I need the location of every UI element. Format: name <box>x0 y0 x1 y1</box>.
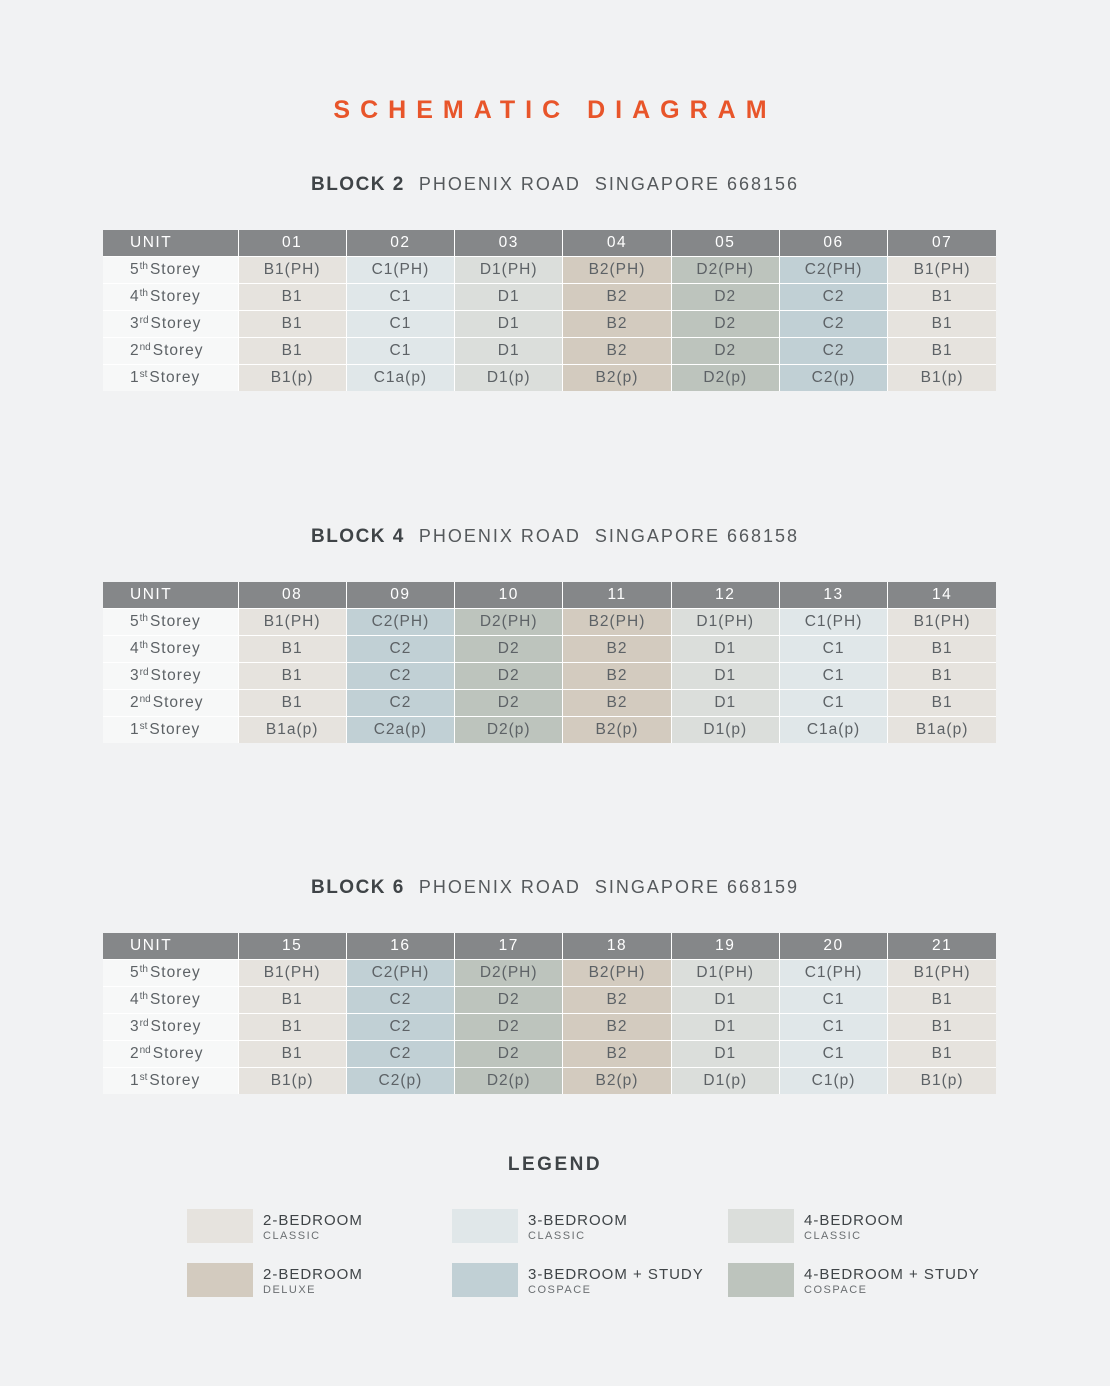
unit-number: 20 <box>779 933 887 960</box>
unit-type-cell: B2 <box>563 1014 671 1041</box>
unit-type-cell: C2 <box>346 663 454 690</box>
unit-header: UNIT <box>103 933 238 960</box>
table-row <box>103 987 996 1014</box>
unit-number: 16 <box>346 933 454 960</box>
storey-number: 5 <box>130 261 140 278</box>
storey-word: Storey <box>152 694 204 711</box>
unit-number: 12 <box>671 582 779 609</box>
unit-number: 10 <box>455 582 563 609</box>
storey-ordinal: th <box>139 640 148 651</box>
table-header-row <box>103 230 996 257</box>
unit-type-cell: B2(p) <box>563 365 671 392</box>
unit-type-cell: C2 <box>346 690 454 717</box>
unit-type-cell: B1(p) <box>888 365 996 392</box>
legend-sublabel: COSPACE <box>804 1284 868 1296</box>
unit-number: 06 <box>779 230 887 257</box>
block-name: BLOCK 2 <box>310 174 405 195</box>
unit-type-cell: C1 <box>779 1041 887 1068</box>
unit-type-cell: B1a(p) <box>888 717 996 744</box>
block-name: BLOCK 6 <box>310 877 405 898</box>
storey-number: 4 <box>130 288 140 305</box>
unit-type-cell: B1 <box>238 636 346 663</box>
unit-number: 01 <box>238 230 346 257</box>
storey-word: Storey <box>149 261 201 278</box>
unit-type-cell: D2(p) <box>455 1068 563 1095</box>
storey-number: 3 <box>130 667 140 684</box>
table-row <box>103 1068 996 1095</box>
unit-type-cell: B1(p) <box>238 365 346 392</box>
table-row <box>103 690 996 717</box>
unit-type-cell: B1 <box>238 311 346 338</box>
unit-type-cell: C2 <box>779 338 887 365</box>
storey-label <box>103 663 238 690</box>
storey-word: Storey <box>150 315 202 332</box>
table-row <box>103 1014 996 1041</box>
unit-type-cell: C1 <box>779 663 887 690</box>
unit-type-cell: D2 <box>455 663 563 690</box>
storey-word: Storey <box>149 369 201 386</box>
table-row <box>103 717 996 744</box>
unit-type-cell: B1 <box>238 1014 346 1041</box>
block-4-heading <box>0 526 1110 548</box>
unit-type-cell: C1(PH) <box>779 960 887 987</box>
legend-label: 2-BEDROOM <box>263 1266 363 1283</box>
table-row <box>103 257 996 284</box>
unit-type-cell: D1(PH) <box>671 609 779 636</box>
unit-number: 05 <box>671 230 779 257</box>
unit-type-cell: C1 <box>346 311 454 338</box>
unit-type-cell: B1(PH) <box>888 257 996 284</box>
storey-label <box>103 609 238 636</box>
unit-type-cell: D2(p) <box>455 717 563 744</box>
storey-label <box>103 284 238 311</box>
table-row <box>103 1041 996 1068</box>
table-header-row <box>103 933 996 960</box>
legend-swatch <box>728 1263 794 1297</box>
unit-type-cell: B1 <box>888 284 996 311</box>
unit-type-cell: B1 <box>888 1014 996 1041</box>
storey-ordinal: th <box>139 613 148 624</box>
unit-number: 21 <box>888 933 996 960</box>
unit-type-cell: D1(p) <box>671 717 779 744</box>
unit-type-cell: B2(p) <box>563 1068 671 1095</box>
table-row <box>103 311 996 338</box>
storey-number: 2 <box>130 342 140 359</box>
unit-type-cell: B2(PH) <box>563 960 671 987</box>
storey-label <box>103 636 238 663</box>
storey-word: Storey <box>149 1072 201 1089</box>
storey-word: Storey <box>152 342 204 359</box>
legend-sublabel: CLASSIC <box>804 1230 862 1242</box>
storey-label <box>103 960 238 987</box>
unit-type-cell: C1(PH) <box>779 609 887 636</box>
unit-number: 18 <box>563 933 671 960</box>
table-row <box>103 663 996 690</box>
unit-type-cell: C2(p) <box>346 1068 454 1095</box>
storey-ordinal: th <box>139 991 148 1002</box>
storey-number: 2 <box>130 694 140 711</box>
legend-sublabel: CLASSIC <box>263 1230 321 1242</box>
storey-ordinal: nd <box>139 1045 151 1056</box>
unit-type-cell: B2(PH) <box>563 257 671 284</box>
unit-type-cell: C1 <box>779 987 887 1014</box>
unit-type-cell: B1 <box>238 663 346 690</box>
table-row <box>103 365 996 392</box>
unit-type-cell: C2(p) <box>779 365 887 392</box>
unit-number: 11 <box>563 582 671 609</box>
unit-type-cell: B1 <box>238 1041 346 1068</box>
block-6-table <box>103 933 996 1094</box>
storey-ordinal: th <box>139 964 148 975</box>
unit-type-cell: C1 <box>346 284 454 311</box>
unit-type-cell: B1 <box>238 338 346 365</box>
unit-number: 04 <box>563 230 671 257</box>
unit-type-cell: B2 <box>563 690 671 717</box>
block-road: PHOENIX ROAD <box>418 174 581 194</box>
unit-number: 08 <box>238 582 346 609</box>
storey-ordinal: st <box>139 1072 148 1083</box>
storey-label <box>103 338 238 365</box>
storey-ordinal: nd <box>139 342 151 353</box>
storey-number: 2 <box>130 1045 140 1062</box>
legend-swatch <box>187 1263 253 1297</box>
unit-type-cell: D1 <box>455 311 563 338</box>
storey-label <box>103 690 238 717</box>
storey-ordinal: nd <box>139 694 151 705</box>
unit-type-cell: C1a(p) <box>779 717 887 744</box>
unit-type-cell: B2 <box>563 311 671 338</box>
storey-number: 1 <box>130 1072 140 1089</box>
legend-swatch <box>728 1209 794 1243</box>
storey-ordinal: rd <box>139 315 149 326</box>
legend-label: 3-BEDROOM + STUDY <box>528 1266 704 1283</box>
storey-ordinal: th <box>139 288 148 299</box>
storey-label <box>103 1014 238 1041</box>
unit-type-cell: D2 <box>455 1041 563 1068</box>
unit-type-cell: C2a(p) <box>346 717 454 744</box>
legend-swatch <box>187 1209 253 1243</box>
unit-type-cell: D1(PH) <box>671 960 779 987</box>
storey-number: 3 <box>130 1018 140 1035</box>
storey-label <box>103 717 238 744</box>
table-row <box>103 636 996 663</box>
unit-type-cell: B1(PH) <box>888 960 996 987</box>
unit-type-cell: D1 <box>671 987 779 1014</box>
table-row <box>103 284 996 311</box>
unit-number: 02 <box>346 230 454 257</box>
unit-type-cell: B2 <box>563 987 671 1014</box>
storey-ordinal: st <box>139 369 148 380</box>
storey-word: Storey <box>149 964 201 981</box>
storey-word: Storey <box>149 640 201 657</box>
storey-word: Storey <box>152 1045 204 1062</box>
block-postal: SINGAPORE 668158 <box>594 526 800 546</box>
storey-ordinal: rd <box>139 1018 149 1029</box>
unit-type-cell: C1(p) <box>779 1068 887 1095</box>
unit-number: 17 <box>455 933 563 960</box>
unit-header: UNIT <box>103 230 238 257</box>
storey-label <box>103 257 238 284</box>
unit-type-cell: B1 <box>238 284 346 311</box>
unit-number: 14 <box>888 582 996 609</box>
storey-ordinal: th <box>139 261 148 272</box>
unit-type-cell: C1 <box>779 690 887 717</box>
unit-type-cell: D2(p) <box>671 365 779 392</box>
unit-header: UNIT <box>103 582 238 609</box>
unit-type-cell: C1 <box>346 338 454 365</box>
unit-type-cell: D2(PH) <box>671 257 779 284</box>
unit-type-cell: D2 <box>671 284 779 311</box>
storey-label <box>103 1068 238 1095</box>
unit-type-cell: D2 <box>455 1014 563 1041</box>
storey-word: Storey <box>149 991 201 1008</box>
storey-word: Storey <box>150 1018 202 1035</box>
unit-type-cell: B1 <box>888 987 996 1014</box>
legend-sublabel: DELUXE <box>263 1284 317 1296</box>
unit-type-cell: B2(p) <box>563 717 671 744</box>
legend-label: 4-BEDROOM + STUDY <box>804 1266 980 1283</box>
unit-type-cell: B2 <box>563 284 671 311</box>
unit-type-cell: D1 <box>671 690 779 717</box>
unit-type-cell: D2 <box>455 690 563 717</box>
unit-type-cell: C1a(p) <box>346 365 454 392</box>
block-road: PHOENIX ROAD <box>418 526 581 546</box>
unit-type-cell: C2 <box>779 284 887 311</box>
unit-type-cell: C2 <box>346 1014 454 1041</box>
unit-type-cell: B1(PH) <box>238 960 346 987</box>
legend-sublabel: COSPACE <box>528 1284 592 1296</box>
unit-type-cell: B2 <box>563 338 671 365</box>
unit-type-cell: D2 <box>671 311 779 338</box>
unit-type-cell: D2(PH) <box>455 960 563 987</box>
table-row <box>103 338 996 365</box>
unit-type-cell: C2(PH) <box>346 960 454 987</box>
block-2-heading <box>0 174 1110 196</box>
unit-type-cell: B1(p) <box>888 1068 996 1095</box>
storey-number: 1 <box>130 369 140 386</box>
block-4-table <box>103 582 996 743</box>
unit-type-cell: D1(p) <box>455 365 563 392</box>
unit-type-cell: B1 <box>888 663 996 690</box>
storey-number: 4 <box>130 640 140 657</box>
unit-type-cell: B1 <box>238 690 346 717</box>
table-row <box>103 609 996 636</box>
table-row <box>103 960 996 987</box>
unit-number: 03 <box>455 230 563 257</box>
unit-type-cell: D1 <box>671 1014 779 1041</box>
storey-word: Storey <box>150 667 202 684</box>
storey-number: 5 <box>130 964 140 981</box>
unit-type-cell: B2 <box>563 663 671 690</box>
unit-type-cell: C2 <box>346 987 454 1014</box>
legend-swatch <box>452 1209 518 1243</box>
storey-label <box>103 365 238 392</box>
unit-number: 15 <box>238 933 346 960</box>
unit-type-cell: D1 <box>455 284 563 311</box>
unit-type-cell: B1(PH) <box>888 609 996 636</box>
unit-type-cell: C2 <box>779 311 887 338</box>
unit-type-cell: D2 <box>455 636 563 663</box>
unit-type-cell: D2(PH) <box>455 609 563 636</box>
storey-label <box>103 1041 238 1068</box>
storey-ordinal: rd <box>139 667 149 678</box>
unit-type-cell: D1(p) <box>671 1068 779 1095</box>
unit-type-cell: C1 <box>779 1014 887 1041</box>
unit-type-cell: C2(PH) <box>346 609 454 636</box>
unit-type-cell: C1(PH) <box>346 257 454 284</box>
legend-sublabel: CLASSIC <box>528 1230 586 1242</box>
unit-type-cell: D2 <box>671 338 779 365</box>
unit-type-cell: C2 <box>346 636 454 663</box>
unit-type-cell: B1 <box>888 338 996 365</box>
unit-type-cell: D1 <box>671 636 779 663</box>
table-header-row <box>103 582 996 609</box>
storey-number: 1 <box>130 721 140 738</box>
legend-label: 4-BEDROOM <box>804 1212 904 1229</box>
unit-type-cell: B1 <box>888 690 996 717</box>
unit-type-cell: C2(PH) <box>779 257 887 284</box>
block-name: BLOCK 4 <box>310 526 405 547</box>
unit-type-cell: B1 <box>888 1041 996 1068</box>
block-6-heading <box>0 877 1110 899</box>
unit-type-cell: B1 <box>888 636 996 663</box>
unit-type-cell: B2 <box>563 636 671 663</box>
unit-type-cell: B2 <box>563 1041 671 1068</box>
storey-word: Storey <box>149 613 201 630</box>
storey-number: 4 <box>130 991 140 1008</box>
block-2-table <box>103 230 996 391</box>
unit-type-cell: D1(PH) <box>455 257 563 284</box>
unit-type-cell: B1(PH) <box>238 609 346 636</box>
legend-label: 2-BEDROOM <box>263 1212 363 1229</box>
unit-type-cell: B1(p) <box>238 1068 346 1095</box>
storey-number: 3 <box>130 315 140 332</box>
block-postal: SINGAPORE 668156 <box>594 174 800 194</box>
unit-number: 19 <box>671 933 779 960</box>
storey-label <box>103 987 238 1014</box>
page-title: SCHEMATIC DIAGRAM <box>333 96 777 124</box>
unit-type-cell: B1(PH) <box>238 257 346 284</box>
unit-type-cell: B1a(p) <box>238 717 346 744</box>
storey-label <box>103 311 238 338</box>
unit-number: 13 <box>779 582 887 609</box>
unit-type-cell: D1 <box>671 663 779 690</box>
storey-word: Storey <box>149 721 201 738</box>
unit-type-cell: D1 <box>455 338 563 365</box>
block-road: PHOENIX ROAD <box>418 877 581 897</box>
unit-type-cell: B1 <box>238 987 346 1014</box>
block-postal: SINGAPORE 668159 <box>594 877 800 897</box>
unit-type-cell: B2(PH) <box>563 609 671 636</box>
legend-swatch <box>452 1263 518 1297</box>
unit-type-cell: C1 <box>779 636 887 663</box>
unit-type-cell: D2 <box>455 987 563 1014</box>
unit-type-cell: B1 <box>888 311 996 338</box>
storey-word: Storey <box>149 288 201 305</box>
legend-title: LEGEND <box>507 1154 603 1175</box>
unit-number: 07 <box>888 230 996 257</box>
legend-label: 3-BEDROOM <box>528 1212 628 1229</box>
unit-number: 09 <box>346 582 454 609</box>
unit-type-cell: D1 <box>671 1041 779 1068</box>
storey-number: 5 <box>130 613 140 630</box>
unit-type-cell: C2 <box>346 1041 454 1068</box>
storey-ordinal: st <box>139 721 148 732</box>
